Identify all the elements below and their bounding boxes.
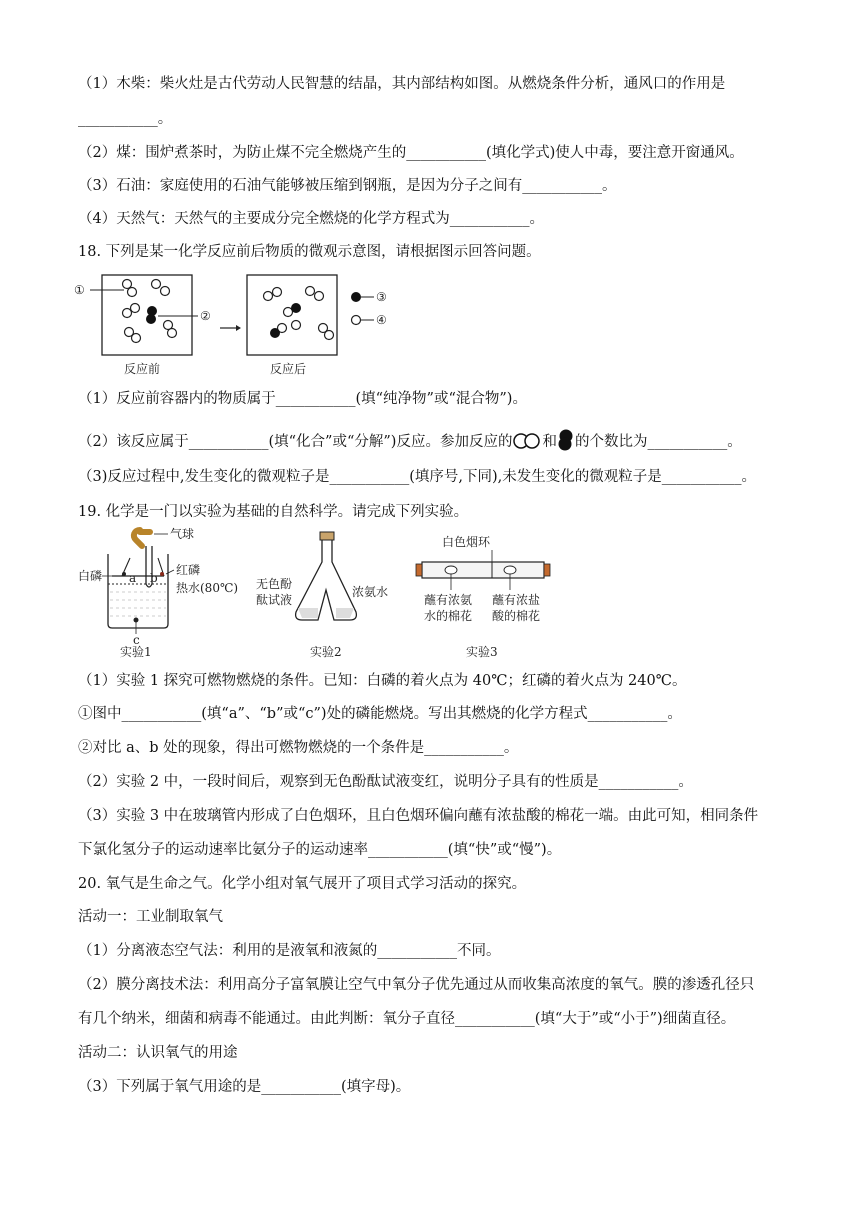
legend-white-atom <box>352 316 361 325</box>
q20-3-text: （3）下列属于氧气用途的是___________(填字母)。 <box>78 1079 411 1095</box>
before-compound-molecule <box>146 306 157 324</box>
q19-3-cont-line <box>78 840 561 860</box>
q20-2-cont-text: 有几个纳米，细菌和病毒不能通过。由此判断：氧分子直径___________(填“大于”或“小于”)细菌直径。 <box>78 1011 736 1027</box>
label-red-phosphorus: 红磷 <box>176 563 201 577</box>
arrow-head <box>236 325 241 331</box>
q19-title <box>78 502 468 522</box>
caption-exp1: 实验1 <box>120 645 152 659</box>
label-left-cotton-2: 水的棉花 <box>424 609 473 623</box>
q18-1-text: （1）反应前容器内的物质属于___________(填“纯净物”或“混合物”)。 <box>78 391 527 407</box>
caption-exp2: 实验2 <box>310 645 342 659</box>
q18-2-line <box>78 429 742 452</box>
q19-1b-line <box>78 738 518 758</box>
marker-2: ② <box>200 309 211 323</box>
q18-2-text-c: 的个数比为___________。 <box>574 434 742 450</box>
stopper <box>320 532 334 540</box>
label-ammonia: 浓氨水 <box>352 585 389 599</box>
label-phenol-2: 酞试液 <box>256 593 293 607</box>
q20-2-line <box>78 975 754 995</box>
exp3-apparatus <box>416 550 550 590</box>
caption-after: 反应后 <box>270 362 307 376</box>
activity-2-heading <box>78 1043 238 1063</box>
q18-1-line <box>78 389 527 409</box>
q20-3-line <box>78 1077 410 1097</box>
q19-1a-line <box>78 704 682 724</box>
q17-4-text: （4）天然气：天然气的主要成分完全燃烧的化学方程式为___________。 <box>78 211 544 227</box>
label-white-phosphorus: 白磷 <box>78 569 103 583</box>
q19-2-line <box>78 772 693 792</box>
marker-4: ④ <box>376 313 387 327</box>
exp2-apparatus <box>296 532 357 620</box>
q17-4-line <box>78 209 544 229</box>
exp1-apparatus <box>102 530 174 634</box>
marker-1: ① <box>74 283 85 297</box>
q18-2-text-a: （2）该反应属于___________(填“化合”或“分解”)反应。参加反应的 <box>78 434 513 450</box>
label-a: a <box>129 571 137 585</box>
stopper-left <box>416 564 422 576</box>
oxygen-molecule-icon <box>512 432 542 450</box>
label-hot-water: 热水(80℃) <box>176 581 239 595</box>
q19-1-text: （1）实验 1 探究可燃物燃烧的条件。已知：白磷的着火点为 40℃；红磷的着火点为 240℃。 <box>78 673 687 689</box>
q18-3-line <box>78 467 756 487</box>
legend-black-atom <box>351 292 361 302</box>
q20-title-text: 20. 氧气是生命之气。化学小组对氧气展开了项目式学习活动的探究。 <box>78 876 527 892</box>
label-c: c <box>133 633 140 647</box>
cotton-right <box>504 566 516 574</box>
black-molecule-icon <box>557 429 575 451</box>
caption-before: 反应前 <box>124 362 161 376</box>
q20-2-cont-line <box>78 1009 735 1029</box>
q19-title-text: 19. 化学是一门以实验为基础的自然科学。请完成下列实验。 <box>78 504 469 520</box>
q17-2-text: （2）煤：围炉煮茶时，为防止煤不完全燃烧产生的___________(填化学式)使人中毒，要注意开窗通风。 <box>78 145 744 161</box>
q20-title <box>78 874 526 894</box>
q19-1b-text: ②对比 a、b 处的现象，得出可燃物燃烧的一个条件是___________。 <box>78 740 519 756</box>
q19-2-text: （2）实验 2 中，一段时间后，观察到无色酚酞试液变红，说明分子具有的性质是___________。 <box>78 774 693 790</box>
beaker <box>108 554 168 628</box>
box-before <box>102 275 192 355</box>
q17-2-line <box>78 143 744 163</box>
label-balloon: 气球 <box>170 527 195 541</box>
q20-1-line <box>78 941 500 961</box>
q17-1-blank-line <box>78 109 172 129</box>
q20-2-text: （2）膜分离技术法：利用高分子富氧膜让空气中氧分子优先通过从而收集高浓度的氧气。膜的渗透孔径只 <box>78 977 755 993</box>
q20-1-text: （1）分离液态空气法：利用的是液氧和液氮的___________不同。 <box>78 943 501 959</box>
q18-figure <box>74 270 414 382</box>
label-b: b <box>150 571 158 585</box>
q19-3-line <box>78 806 758 826</box>
q18-2-text-b: 和 <box>542 434 557 450</box>
label-right-cotton-2: 酸的棉花 <box>492 609 541 623</box>
cotton-left <box>445 566 457 574</box>
q17-1-text: （1）木柴：柴火灶是古代劳动人民智慧的结晶，其内部结构如图。从燃烧条件分析，通风口的作用是 <box>78 76 726 92</box>
marker-3: ③ <box>376 290 387 304</box>
label-left-cotton-1: 蘸有浓氨 <box>424 593 473 607</box>
q19-3-text: （3）实验 3 中在玻璃管内形成了白色烟环，且白色烟环偏向蘸有浓盐酸的棉花一端。由此可知，相同条件 <box>78 808 759 824</box>
activity-1-heading <box>78 907 223 927</box>
q17-1-blank[interactable]: ___________。 <box>78 111 173 127</box>
q17-1-line <box>78 74 725 94</box>
stopper-right <box>544 564 550 576</box>
q19-3-cont-text: 下氯化氢分子的运动速率比氨分子的运动速率___________(填“快”或“慢”)。 <box>78 842 562 858</box>
q18-3-text: （3)反应过程中,发生变化的微观粒子是___________(填序号,下同),未发生变化的微观粒子是___________。 <box>78 469 757 485</box>
label-right-cotton-1: 蘸有浓盐 <box>492 593 541 607</box>
glass-tube <box>422 562 544 578</box>
q19-1-line <box>78 671 686 691</box>
q19-1a-text: ①图中___________(填“a”、“b”或“c”)处的磷能燃烧。写出其燃烧的化学方程式___________。 <box>78 706 682 722</box>
label-phenol-1: 无色酚 <box>256 577 293 591</box>
q17-3-line <box>78 176 616 196</box>
activity-1-text: 活动一：工业制取氧气 <box>78 909 223 925</box>
activity-2-text: 活动二：认识氧气的用途 <box>78 1045 238 1061</box>
q19-figure <box>74 528 574 658</box>
label-smoke-ring: 白色烟环 <box>442 535 491 549</box>
q17-3-text: （3）石油：家庭使用的石油气能够被压缩到钢瓶，是因为分子之间有___________。 <box>78 178 617 194</box>
q18-title-text: 18. 下列是某一化学反应前后物质的微观示意图，请根据图示回答问题。 <box>78 244 541 260</box>
caption-exp3: 实验3 <box>466 645 498 659</box>
q18-title <box>78 242 541 262</box>
